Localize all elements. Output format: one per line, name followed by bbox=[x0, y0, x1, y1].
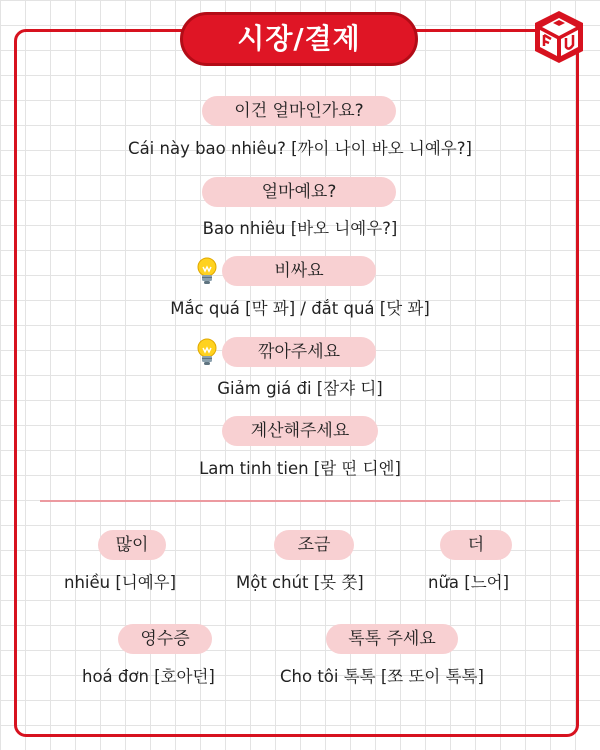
phrase-translation: Mắc quá [막 꽈] / đắt quá [닷 꽈] bbox=[170, 299, 430, 318]
phrase-translation: Cái này bao nhiêu? [까이 나이 바오 니예우?] bbox=[128, 139, 472, 158]
word-translation: Một chút [못 쭛] bbox=[236, 573, 364, 592]
phrase-korean: 비싸요 bbox=[222, 256, 376, 286]
phrase-korean: 이건 얼마인가요? bbox=[202, 96, 396, 126]
word-korean: 톡톡 주세요 bbox=[326, 624, 458, 654]
page-title: 시장/결제 bbox=[180, 12, 418, 66]
lightbulb-icon bbox=[194, 337, 220, 367]
lightbulb-icon bbox=[194, 256, 220, 286]
word-korean: 조금 bbox=[274, 530, 354, 560]
word-korean: 영수증 bbox=[118, 624, 212, 654]
phrase-translation: Lam tinh tien [람 띤 디엔] bbox=[199, 459, 401, 478]
word-translation: nữa [느어] bbox=[428, 573, 510, 592]
word-korean: 더 bbox=[440, 530, 512, 560]
phrase-korean: 깎아주세요 bbox=[222, 337, 376, 367]
word-korean: 많이 bbox=[98, 530, 166, 560]
brand-logo-icon bbox=[531, 8, 587, 64]
phrase-korean: 계산해주세요 bbox=[222, 416, 378, 446]
word-translation: nhiều [니예우] bbox=[64, 573, 177, 592]
phrase-translation: Bao nhiêu [바오 니예우?] bbox=[202, 219, 398, 238]
phrase-translation: Giảm giá đi [잠쟈 디] bbox=[217, 379, 383, 398]
section-divider bbox=[40, 500, 560, 502]
phrase-korean: 얼마예요? bbox=[202, 177, 396, 207]
word-translation: Cho tôi 톡톡 [쪼 또이 톡톡] bbox=[280, 667, 484, 686]
word-translation: hoá đơn [호아던] bbox=[82, 667, 215, 686]
